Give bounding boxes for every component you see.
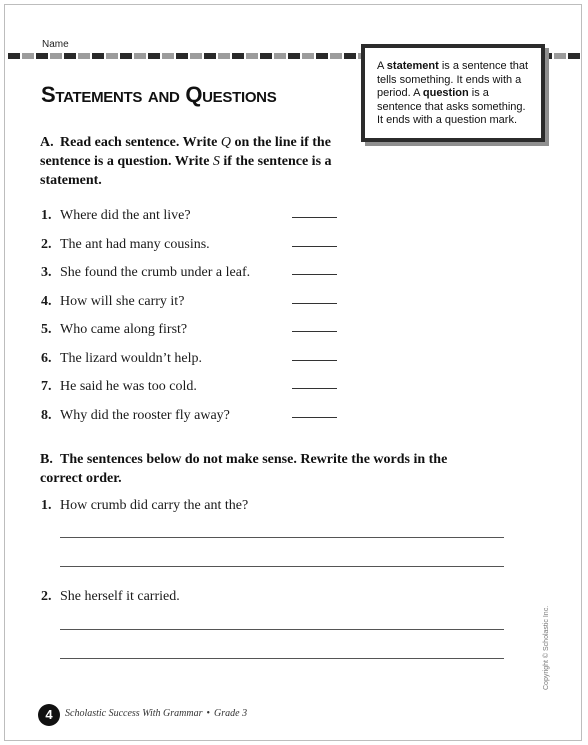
callout-text-1: A (377, 60, 387, 72)
rewrite-line-1a[interactable] (60, 537, 504, 538)
answer-blank-1[interactable] (292, 217, 337, 218)
item-text: The ant had many cousins. (60, 237, 210, 252)
item-number: 1. (41, 208, 52, 223)
section-a-text-3: if the sentence is a statement. (40, 154, 332, 188)
footer-book-title: Scholastic Success With Grammar (65, 708, 203, 719)
item-number: 6. (41, 351, 52, 366)
answer-blank-5[interactable] (292, 331, 337, 332)
item-number: 2. (41, 589, 52, 604)
question-item-8 (41, 406, 341, 426)
section-a-text-2: on the line if the sentence is a question. Write (40, 135, 331, 169)
item-number: 2. (41, 237, 52, 252)
section-a-q: Q (220, 135, 231, 150)
item-text: How will she carry it? (60, 294, 185, 309)
rewrite-item-1 (41, 496, 501, 516)
rewrite-line-2b[interactable] (60, 658, 504, 659)
section-a-text-1: Read each sentence. Write (60, 135, 221, 150)
callout-term-statement: statement (386, 60, 439, 72)
item-number: 4. (41, 294, 52, 309)
question-item-4 (41, 292, 341, 312)
section-a-letter: A. (40, 135, 54, 150)
callout-text-2: is a sentence that tells something. It ends with a period. A (377, 60, 529, 99)
section-b-letter: B. (40, 452, 53, 467)
item-text: Why did the rooster fly away? (60, 408, 230, 423)
answer-blank-3[interactable] (292, 274, 337, 275)
item-text: How crumb did carry the ant the? (60, 498, 249, 513)
item-number: 8. (41, 408, 52, 423)
item-text: He said he was too cold. (60, 379, 197, 394)
callout-term-question: question (422, 87, 469, 99)
question-item-3 (41, 263, 341, 283)
rewrite-line-1b[interactable] (60, 566, 504, 567)
page-number-badge: 4 (38, 704, 60, 726)
footer-separator: • (206, 708, 211, 719)
section-a-instructions (40, 133, 380, 190)
answer-blank-6[interactable] (292, 360, 337, 361)
item-number: 1. (41, 498, 52, 513)
copyright-notice: Copyright © Scholastic Inc. (543, 605, 550, 690)
section-b-text: The sentences below do not make sense. Rewrite the words in the correct order. (40, 452, 448, 486)
question-item-2 (41, 235, 341, 255)
answer-blank-7[interactable] (292, 388, 337, 389)
question-item-7 (41, 377, 341, 397)
section-a-s: S (212, 154, 220, 169)
answer-blank-4[interactable] (292, 303, 337, 304)
question-item-1 (41, 206, 341, 226)
section-b-instructions (40, 450, 460, 488)
item-text: Where did the ant live? (60, 208, 191, 223)
question-item-5 (41, 320, 341, 340)
definition-callout (361, 44, 545, 142)
item-text: The lizard wouldn’t help. (60, 351, 203, 366)
answer-blank-8[interactable] (292, 417, 337, 418)
rewrite-line-2a[interactable] (60, 629, 504, 630)
name-label: Name (42, 39, 69, 50)
item-text: She herself it carried. (60, 589, 180, 604)
footer-book-info (65, 708, 247, 719)
footer-grade: Grade 3 (214, 708, 248, 719)
question-item-6 (41, 349, 341, 369)
answer-blank-2[interactable] (292, 246, 337, 247)
item-number: 3. (41, 265, 52, 280)
item-text: Who came along first? (60, 322, 188, 337)
rewrite-item-2 (41, 587, 501, 607)
page-title: Statements and Questions (41, 82, 277, 107)
item-number: 7. (41, 379, 52, 394)
item-text: She found the crumb under a leaf. (60, 265, 251, 280)
item-number: 5. (41, 322, 52, 337)
callout-text-3: is a sentence that asks something. It ends with a question mark. (377, 87, 526, 126)
